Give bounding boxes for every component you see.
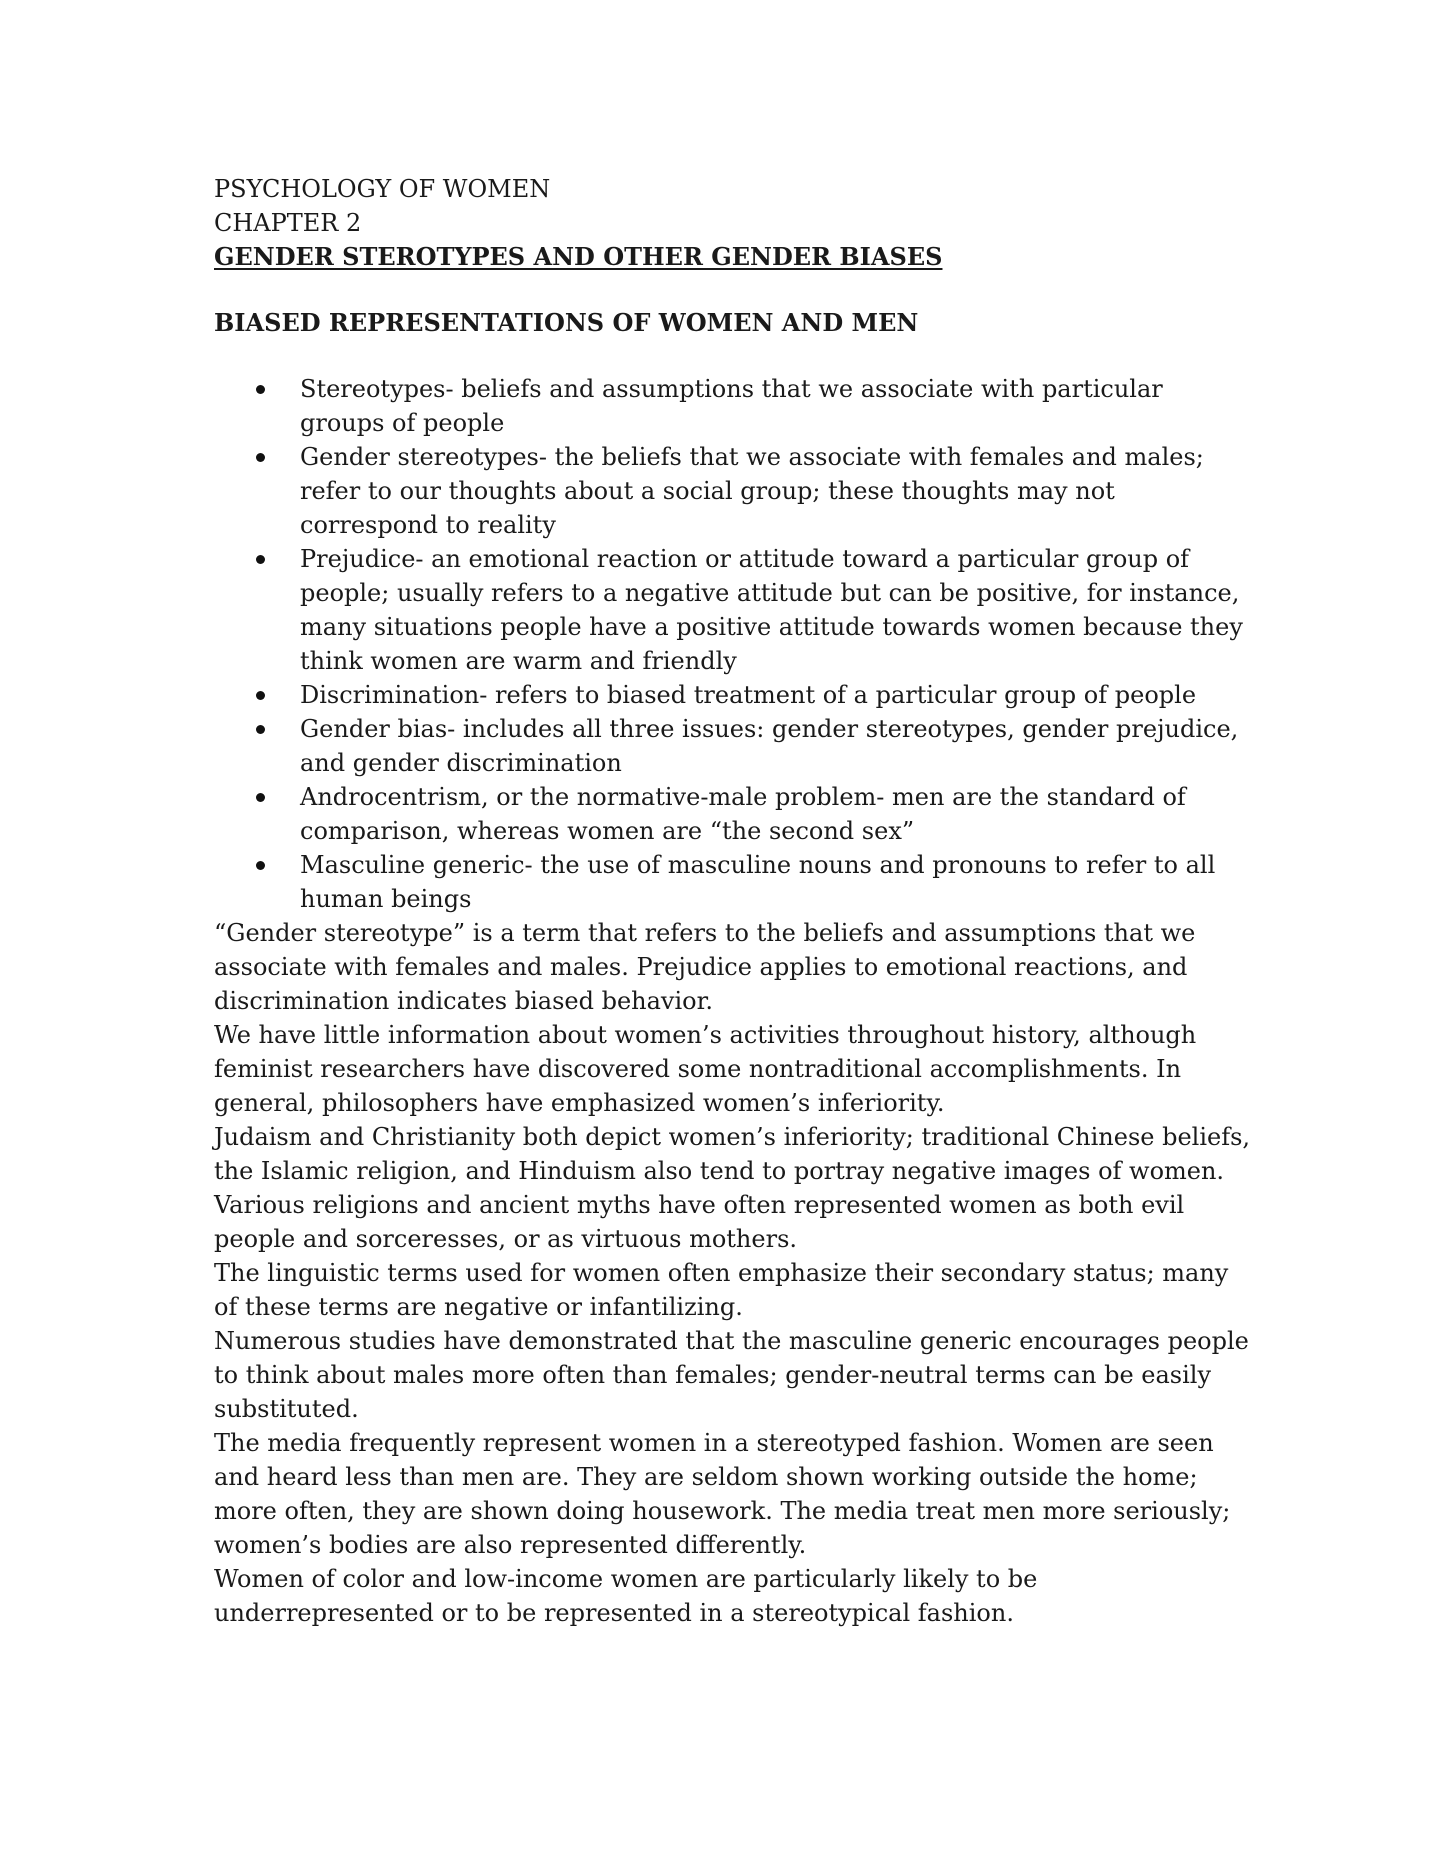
bullet-icon — [256, 453, 265, 462]
list-item-line: Masculine generic- the use of masculine nouns and pronouns to refer to all — [300, 851, 1216, 879]
paragraph-line: The media frequently represent women in a stereotyped fashion. Women are seen — [214, 1429, 1214, 1457]
summary-paragraph — [214, 1120, 1254, 1256]
course-title: PSYCHOLOGY OF WOMEN — [214, 175, 551, 203]
document-page — [214, 172, 1254, 1630]
list-item-line: Prejudice- an emotional reaction or attitude toward a particular group of — [300, 545, 1190, 573]
list-item-line: Gender bias- includes all three issues: gender stereotypes, gender prejudice, — [300, 715, 1239, 743]
list-item-line: people; usually refers to a negative attitude but can be positive, for instance, — [300, 579, 1240, 607]
paragraph-line: Numerous studies have demonstrated that the masculine generic encourages people — [214, 1327, 1249, 1355]
bullet-icon — [256, 691, 265, 700]
summary-paragraph — [214, 1256, 1254, 1324]
list-item — [214, 712, 1254, 780]
list-item — [214, 372, 1254, 440]
paragraph-line: more often, they are shown doing housework. The media treat men more seriously; — [214, 1497, 1231, 1525]
paragraph-line: discrimination indicates biased behavior. — [214, 987, 714, 1015]
bullet-icon — [256, 555, 265, 564]
list-item — [214, 848, 1254, 916]
list-item-line: think women are warm and friendly — [300, 647, 737, 675]
paragraph-line: feminist researchers have discovered some nontraditional accomplishments. In — [214, 1055, 1182, 1083]
list-item-line: human beings — [300, 885, 472, 913]
chapter-label: CHAPTER 2 — [214, 209, 362, 237]
list-item-line: correspond to reality — [300, 511, 556, 539]
paragraph-line: substituted. — [214, 1395, 359, 1423]
paragraph-line: The linguistic terms used for women often emphasize their secondary status; many — [214, 1259, 1229, 1287]
list-item-line: comparison, whereas women are “the second sex” — [300, 817, 915, 845]
paragraph-line: of these terms are negative or infantilizing. — [214, 1293, 743, 1321]
bullet-icon — [256, 793, 265, 802]
paragraph-line: We have little information about women’s activities throughout history, although — [214, 1021, 1197, 1049]
bullet-icon — [256, 861, 265, 870]
paragraph-line: the Islamic religion, and Hinduism also tend to portray negative images of women. — [214, 1157, 1225, 1185]
list-item-line: groups of people — [300, 409, 505, 437]
summary-paragraph — [214, 1324, 1254, 1426]
paragraph-line: underrepresented or to be represented in a stereotypical fashion. — [214, 1599, 1014, 1627]
list-item-line: Gender stereotypes- the beliefs that we associate with females and males; — [300, 443, 1204, 471]
paragraph-line: to think about males more often than females; gender-neutral terms can be easily — [214, 1361, 1212, 1389]
list-item-line: and gender discrimination — [300, 749, 622, 777]
list-item-line: many situations people have a positive attitude towards women because they — [300, 613, 1243, 641]
list-item-line: Discrimination- refers to biased treatment of a particular group of people — [300, 681, 1197, 709]
definition-list — [214, 372, 1254, 916]
list-item-line: Androcentrism, or the normative-male problem- men are the standard of — [300, 783, 1186, 811]
paragraph-line: Various religions and ancient myths have often represented women as both evil — [214, 1191, 1185, 1219]
list-item — [214, 440, 1254, 542]
chapter-title: GENDER STEROTYPES AND OTHER GENDER BIASES — [214, 242, 943, 271]
list-item — [214, 678, 1254, 712]
list-item-line: Stereotypes- beliefs and assumptions that we associate with particular — [300, 375, 1163, 403]
summary-paragraph — [214, 1562, 1254, 1630]
paragraph-line: Women of color and low-income women are particularly likely to be — [214, 1565, 1038, 1593]
list-item — [214, 780, 1254, 848]
paragraph-line: women’s bodies are also represented differently. — [214, 1531, 807, 1559]
paragraph-line: people and sorceresses, or as virtuous mothers. — [214, 1225, 798, 1253]
paragraph-line: “Gender stereotype” is a term that refers to the beliefs and assumptions that we — [214, 919, 1196, 947]
summary-paragraph — [214, 916, 1254, 1018]
paragraph-line: general, philosophers have emphasized women’s inferiority. — [214, 1089, 945, 1117]
section-heading: BIASED REPRESENTATIONS OF WOMEN AND MEN — [214, 308, 919, 337]
bullet-icon — [256, 385, 265, 394]
paragraph-line: associate with females and males. Prejudice applies to emotional reactions, and — [214, 953, 1188, 981]
list-item — [214, 542, 1254, 678]
list-item-line: refer to our thoughts about a social group; these thoughts may not — [300, 477, 1115, 505]
summary-paragraph — [214, 1426, 1254, 1562]
paragraph-line: and heard less than men are. They are seldom shown working outside the home; — [214, 1463, 1198, 1491]
summary-paragraph — [214, 1018, 1254, 1120]
paragraph-line: Judaism and Christianity both depict women’s inferiority; traditional Chinese beliefs, — [214, 1123, 1251, 1151]
bullet-icon — [256, 725, 265, 734]
